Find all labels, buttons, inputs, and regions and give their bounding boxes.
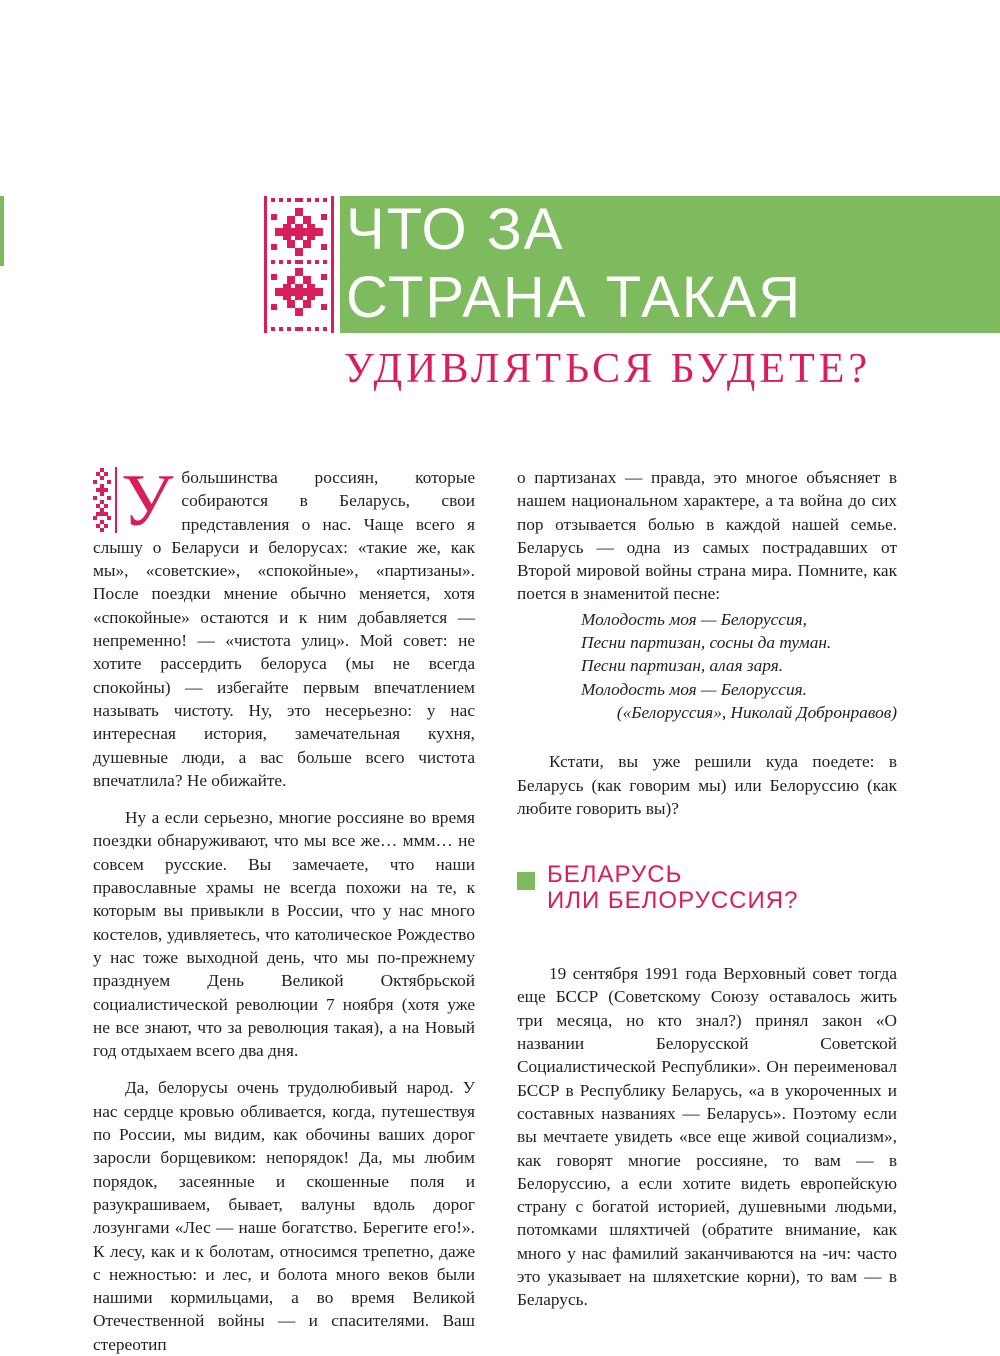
right-paragraph-2: Кстати, вы уже решили куда поедете: в Беларусь (как говорим мы) или Белоруссию (как любите говорить вы)? <box>517 752 897 818</box>
title-line-1: ЧТО ЗА <box>346 197 565 262</box>
left-paragraph-3: Да, белорусы очень трудолюбивый народ. У нас сердце кровью обливается, когда, путешествуя по России, мы видим, как обочины ваших дорог заросли борщевиком: непорядок! Да, мы любим порядок, засеянные и скошенные поля и разукрашиваем, бывает, валуны вдоль дорог лозунгами «Лес — наше богатство. Берегите его!». К лесу, как и к болотам, относимся трепетно, даже с нежностью: и лес, и болота много веков были нашими кормильцами, а во время Великой Отечественной войны — и спасителями. Ваш стереотип <box>93 1078 475 1354</box>
section-title <box>547 862 798 914</box>
section-heading <box>517 861 897 928</box>
poem-line: Песни партизан, алая заря. <box>581 656 784 676</box>
section-title-line-2: ИЛИ БЕЛОРУССИЯ? <box>547 887 799 915</box>
poem-line: Молодость моя — Белоруссия, <box>581 609 807 629</box>
right-column <box>517 466 897 1312</box>
page-title <box>346 196 802 332</box>
edge-accent-bar <box>0 196 4 266</box>
page-subtitle: УДИВЛЯТЬСЯ БУДЕТЕ? <box>344 346 872 392</box>
poem-line: Песни партизан, сосны да туман. <box>581 633 832 653</box>
right-paragraph-1: о партизанах — правда, это многое объясняет в нашем национальном характере, а та война до сих пор отзывается болью в каждой нашей семье. Беларусь — одна из самых пострадавших от Второй мировой войны страна мира. Помните, как поется в знаменитой песне: <box>517 468 897 604</box>
embroidery-ornament-icon <box>263 196 335 333</box>
section-square-icon <box>517 872 535 890</box>
left-column <box>93 460 475 1356</box>
left-paragraph-2: Ну а если серьезно, многие россияне во время поездки обнаруживают, что мы все же… ммм… не совсем русские. Вы замечаете, что наши православные храмы не всегда похожи на те, к которым вы привыкли в России, что у нас много костелов, удивляетесь, что католическое Рождество у нас тоже выходной день, что мы по-прежнему празднуем День Великой Октябрьской социалистической революции 7 ноября (хотя уже не все знают, что за революция такая), а на Новый год отдыхаем всего два дня. <box>93 808 475 1061</box>
title-line-2: СТРАНА ТАКАЯ <box>346 265 803 330</box>
drop-cap-letter: У <box>121 460 174 542</box>
mini-ornament-icon <box>93 468 111 532</box>
poem-line: Молодость моя — Белоруссия. <box>581 679 807 699</box>
poem-citation: («Белоруссия», Николай Добронравов) <box>616 702 897 722</box>
poem-quote <box>517 608 897 701</box>
left-paragraph-1: большинства россиян, которые собираются в Беларусь, свои представления о нас. Чаще всего я слышу о Беларуси и белорусах: «такие же, как мы», «советские», «спокойные», «партизаны». После поездки мнение обычно меняется, хотя «спокойные» остаются и к ним добавляется — непременно! — «чистота улиц». Мой совет: не хотите рассердить белоруса (мы не всегда спокойны) — избегайте первым впечатлением называть чистоту. Ну, это несерьезно: у нас интересная история, замечательная кухня, душевные люди, а вас больше всего чистота впечатлила? Не обижайте. <box>93 468 475 790</box>
drop-cap-block <box>93 460 174 542</box>
section-title-line-1: БЕЛАРУСЬ <box>547 861 683 889</box>
drop-cap-rule <box>115 467 117 533</box>
right-paragraph-3: 19 сентября 1991 года Верховный совет тогда еще БССР (Советскому Союзу оставалось жить три месяца, но кто знал?) принял закон «О названии Белорусской Советской Социалистической Республики». Он переименовал БССР в Республику Беларусь, «а в укороченных и составных названиях — Беларусь». Поэтому если вы мечтаете увидеть «все еще живой социализм», как говорят многие россияне, то вам — в Белоруссию, а если хотите видеть европейскую страну с богатой историей, душевными людьми, потомками шляхтичей (обратите внимание, как много у нас фамилий заканчиваются на -ич: часто это указывает на шляхетские корни), то вам — в Беларусь. <box>517 964 897 1310</box>
